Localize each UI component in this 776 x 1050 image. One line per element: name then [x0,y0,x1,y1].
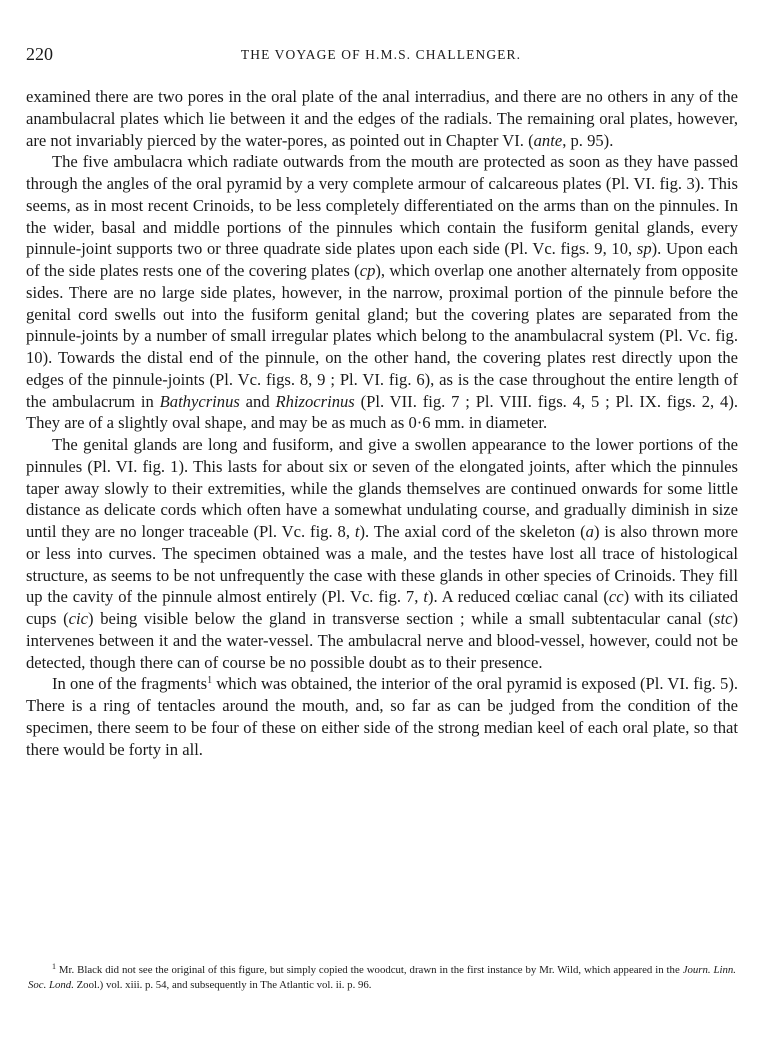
running-title: THE VOYAGE OF H.M.S. CHALLENGER. [240,47,522,62]
text-run: ). Upon each of the side plates rests one of the covering plates ( [26,239,738,280]
italic-text: Bathycrinus [159,391,240,411]
text-run: Mr. Black did not see the original of this figure, but simply copied the woodcut, drawn in the first instance by Mr. Wild, which appeared in the [56,964,683,976]
text-run: ) intervenes between it and the water-vessel. The ambulacral nerve and blood-vessel, however, could not be detected, though there can of course be no possible doubt as to their presence. [26,609,739,672]
text-run: (Pl. VII. fig. 7 ; Pl. VIII. figs. 4, 5 ; Pl. IX. figs. 2, 4). They are of a slightly oval shape, and may be as much as 0·6 mm. in diameter. [26,391,738,433]
paragraph [26,434,738,673]
italic-text: ante [533,130,563,150]
text-run: which was obtained, the interior of the oral pyramid is exposed (Pl. VI. fig. 5). There is a ring of tentacles around the mouth, and, so far as can be judged from the condition of the specimen, there seem to be four of these on either side of the strong median keel of each oral plate, so that there would be forty in all. [26,674,738,759]
text-run: ) is also thrown more or less into curves. The specimen obtained was a male, and the testes have lost all trace of histological structure, as seems to be not unfrequently the case with these glands in other species of Crinoids. They fill up the cavity of the pinnule almost entirely (Pl. Vc. fig. 7, [26,522,738,607]
text-run: ), which overlap one another alternately from opposite sides. There are no large side plates, however, in the narrow, proximal portion of the pinnule before the genital cord swells out into the fusiform genital gland; but the covering plates are separated from the pinnule-joints by a number of small irregular plates which belong to the anambulacral system (Pl. Vc. fig. 10). Towards the distal end of the pinnule, on the other hand, the covering plates rest directly upon the edges of the pinnule-joints (Pl. Vc. figs. 8, 9 ; Pl. VI. fig. 6), as is the case throughout the entire length of the ambulacrum in [26,261,738,411]
text-run: ) with its ciliated cups ( [26,587,738,628]
italic-text: cp [359,261,376,280]
italic-text: cic [68,609,89,628]
page-number: 220 [26,44,53,64]
text-run: ) being visible below the gland in transverse section ; while a small subtentacular canal ( [88,609,715,628]
footnote [28,963,736,993]
text-run: and [239,391,276,411]
text-run: The genital glands are long and fusiform, and give a swollen appearance to the lower portions of the pinnules (Pl. VI. fig. 1). This lasts for about six or seven of the elongated joints, after which the pinnules taper away slowly to their extremities, while the glands themselves are continued onwards for some little distance as delicate cords which often have a somewhat undulating course, and gradually diminish in size until they are no longer traceable (Pl. Vc. fig. 8, [26,435,738,541]
italic-text: stc [714,609,733,628]
italic-text: cc [608,587,624,607]
paragraph [26,151,738,434]
body-text [26,86,738,760]
paragraph [26,86,738,151]
text-run: The five ambulacra which radiate outwards from the mouth are protected as soon as they have passed through the angles of the oral pyramid by a very complete armour of calcareous plates (Pl. VI. fig. 3). This seems, as in most recent Crinoids, to be less completely differentiated on the arms than on the pinnules. In the wider, basal and middle portions of the pinnules which contain the fusiform genital glands, every pinnule-joint supports two or three quadrate side plates upon each side (Pl. Vc. figs. 9, 10, [26,152,738,259]
text-run: ). A reduced cœliac canal ( [427,587,609,607]
text-run: examined there are two pores in the oral plate of the anal interradius, and there are no others in any of the anambulacral plates which lie between it and the edges of the radials. The remaining oral plates, however, are not invariably pierced by the water-pores, as pointed out in Chapter VI. ( [26,87,738,150]
footnote-marker: 1 [52,962,56,971]
footnote-marker: 1 [207,675,213,687]
italic-text: t [354,522,360,541]
italic-text: sp [636,239,652,259]
text-run: ). The axial cord of the skeleton ( [359,522,586,541]
italic-text: Journ. Linn. Soc. Lond. [28,964,737,991]
text-run: Zool.) vol. xiii. p. 54, and subsequently in The Atlantic vol. ii. p. 96. [73,979,372,991]
italic-text: t [423,587,428,607]
paragraph [26,673,738,760]
text-run: , p. 95). [562,130,614,150]
italic-text: a [585,522,594,541]
italic-text: Rhizocrinus [275,391,355,411]
text-run: In one of the fragments [52,674,208,694]
page-header [26,44,736,66]
